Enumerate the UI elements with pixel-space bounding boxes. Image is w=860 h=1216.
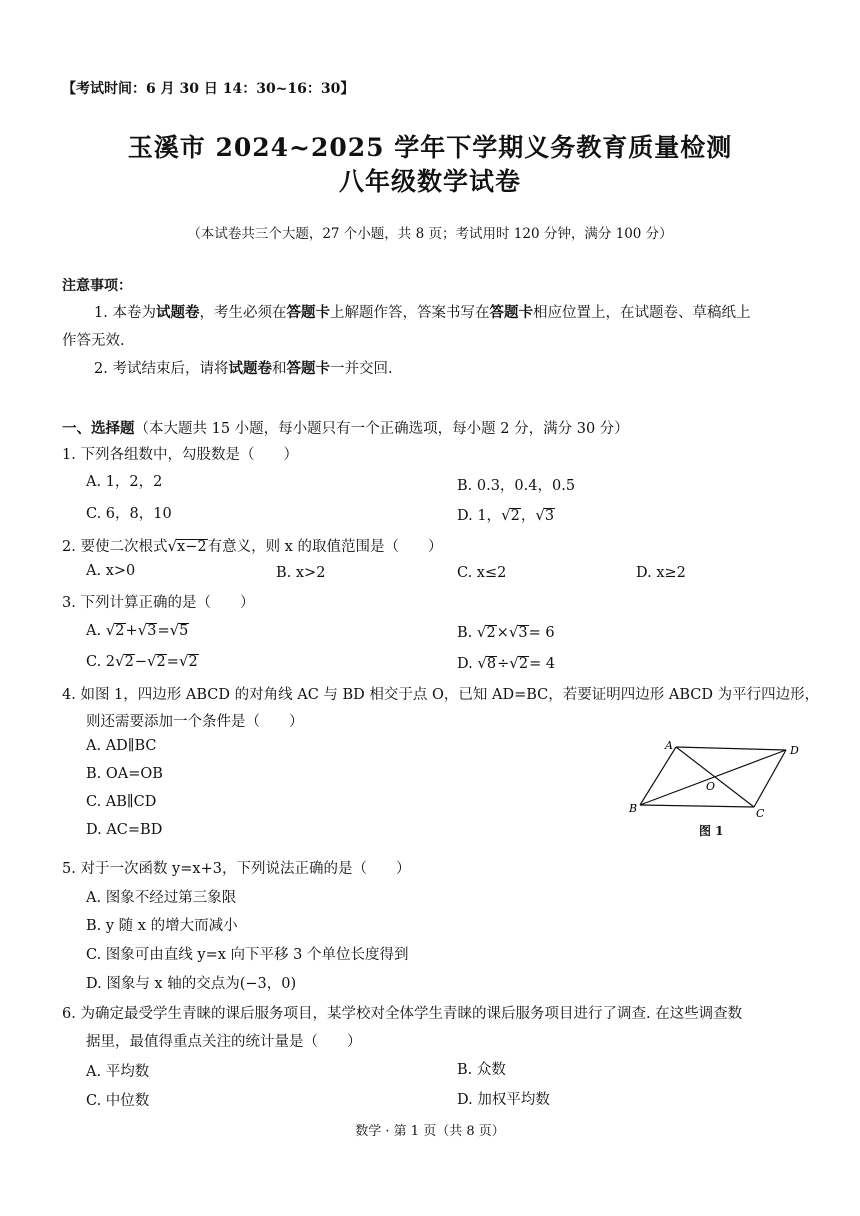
question-4-option-a: A. AD∥BC — [86, 738, 157, 754]
question-2-stem: 2. 要使二次根式√x−2有意义，则 x 的取值范围是（ ） — [62, 537, 443, 555]
edge-dc — [754, 750, 786, 807]
notice-title: 注意事项： — [62, 278, 132, 294]
question-6-stem: 6. 为确定最受学生青睐的课后服务项目，某学校对全体学生青睐的课后服务项目进行了调查. 在这些调查数 — [62, 1006, 743, 1022]
question-5-option-b: B. y 随 x 的增大而减小 — [86, 918, 238, 934]
edge-ba — [640, 747, 676, 805]
edge-ad — [676, 747, 786, 750]
question-2-option-c: C. x≤2 — [457, 565, 507, 581]
question-3-option-b: B. √2×√3= 6 — [457, 623, 555, 641]
question-2-option-a: A. x>0 — [86, 563, 136, 579]
vertex-d-label: D — [790, 744, 799, 757]
question-3-option-c: C. 2√2−√2=√2 — [86, 652, 198, 670]
question-6-stem-cont: 据里，最值得重点关注的统计量是（ ） — [86, 1034, 362, 1050]
question-3-option-a: A. √2+√3=√5 — [86, 621, 189, 639]
question-5-option-a: A. 图象不经过第三象限 — [86, 890, 237, 906]
vertex-b-label: B — [629, 802, 638, 815]
question-3-stem: 3. 下列计算正确的是（ ） — [62, 595, 255, 611]
question-4-option-c: C. AB∥CD — [86, 794, 157, 810]
figure-1-caption: 图 1 — [699, 824, 724, 838]
question-6-option-d: D. 加权平均数 — [457, 1092, 550, 1108]
question-1-option-a: A. 1，2，2 — [86, 474, 163, 490]
question-5-stem: 5. 对于一次函数 y=x+3，下列说法正确的是（ ） — [62, 861, 411, 877]
question-6-option-b: B. 众数 — [457, 1062, 506, 1078]
notice-item-2: 2. 考试结束后，请将试题卷和答题卡一并交回. — [94, 360, 393, 377]
question-4-stem: 4. 如图 1，四边形 ABCD 的对角线 AC 与 BD 相交于点 O，已知 AD=BC，若要证明四边形 ABCD 为平行四边形， — [62, 687, 820, 703]
question-1-option-d: D. 1，√2，√3 — [457, 506, 555, 524]
notice-item-1: 1. 本卷为试题卷，考生必须在答题卡上解题作答，答案书写在答题卡相应位置上，在试题卷、草稿纸上 — [94, 304, 751, 321]
question-1-option-c: C. 6，8，10 — [86, 506, 172, 522]
question-5-option-c: C. 图象可由直线 y=x 向下平移 3 个单位长度得到 — [86, 947, 409, 963]
question-2-option-d: D. x≥2 — [636, 565, 686, 581]
edge-cb — [640, 805, 754, 807]
question-1-option-b: B. 0.3，0.4，0.5 — [457, 478, 576, 494]
question-3-option-d: D. √8÷√2= 4 — [457, 654, 556, 672]
question-4-stem-cont: 则还需要添加一个条件是（ ） — [86, 714, 304, 730]
vertex-c-label: C — [756, 807, 765, 820]
notice-item-1-cont: 作答无效. — [62, 333, 125, 349]
section-heading: 一、选择题（本大题共 15 小题，每小题只有一个正确选项，每小题 2 分，满分 30 分） — [62, 420, 629, 437]
question-4-option-b: B. OA=OB — [86, 766, 163, 782]
question-5-option-d: D. 图象与 x 轴的交点为(−3，0) — [86, 976, 297, 992]
center-o-label: O — [706, 780, 716, 793]
exam-info: （本试卷共三个大题，27 个小题，共 8 页；考试用时 120 分钟，满分 100 分） — [187, 226, 673, 242]
question-6-option-c: C. 中位数 — [86, 1093, 150, 1109]
diagonal-bd — [640, 750, 786, 805]
question-1-stem: 1. 下列各组数中，勾股数是（ ） — [62, 447, 298, 463]
page-footer: 数学 · 第 1 页（共 8 页） — [355, 1124, 505, 1139]
vertex-a-label: A — [665, 739, 673, 752]
page-title: 玉溪市 2024~2025 学年下学期义务教育质量检测 — [127, 133, 733, 162]
exam-time: 【考试时间：6 月 30 日 14：30~16：30】 — [62, 81, 355, 97]
question-2-option-b: B. x>2 — [276, 565, 326, 581]
question-4-option-d: D. AC=BD — [86, 822, 163, 838]
page-subtitle: 八年级数学试卷 — [338, 167, 521, 196]
question-6-option-a: A. 平均数 — [86, 1064, 150, 1080]
